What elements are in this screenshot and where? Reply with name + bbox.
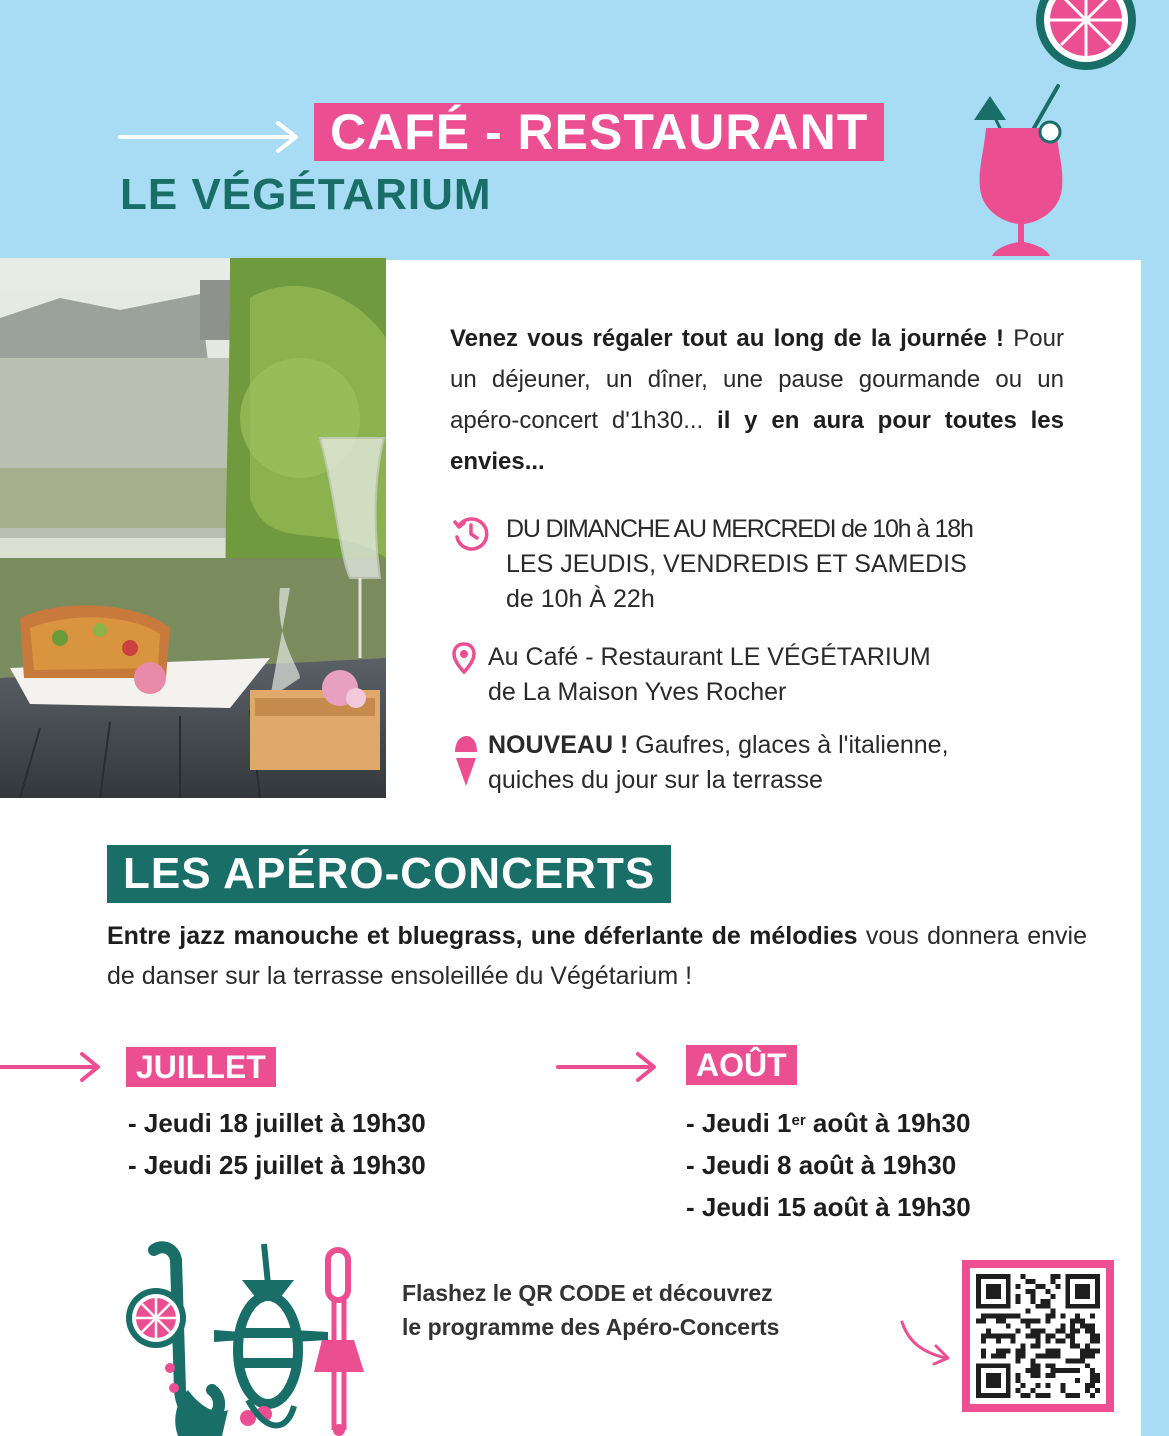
cocktail-glass-icon [966, 82, 1076, 264]
new-offer [452, 728, 949, 798]
qr-line-2: le programme des Apéro-Concerts [402, 1314, 780, 1340]
qr-arrow-icon [898, 1318, 954, 1366]
qr-instructions [402, 1276, 779, 1344]
qr-line-1: Flashez le QR CODE et découvrez [402, 1280, 773, 1306]
right-blue-band [1141, 0, 1169, 1436]
new-line-2: quiches du jour sur la terrasse [488, 766, 823, 794]
intro-bold-1: Venez vous régaler tout au long de la journée ! [450, 325, 1005, 352]
clock-icon [452, 514, 490, 552]
august-arrow-icon [556, 1050, 660, 1084]
location-info [452, 640, 931, 710]
august-date-3: - Jeudi 15 août à 19h30 [686, 1192, 971, 1222]
concerts-description [107, 916, 1087, 996]
august-label: AOÛT [686, 1045, 797, 1085]
august-date-1-sup: er [791, 1112, 806, 1129]
page-title: CAFÉ - RESTAURANT [314, 103, 884, 161]
concerts-text: vous donnera envie de danser sur la terrasse ensoleillée du Végétarium ! [107, 922, 1087, 990]
hours-line-3: de 10h À 22h [506, 585, 655, 613]
terrace-photo [0, 258, 386, 798]
header-arrow-icon [118, 120, 302, 154]
music-instruments-icon [118, 1240, 368, 1436]
august-dates [686, 1102, 971, 1228]
place-line-2: de La Maison Yves Rocher [488, 678, 787, 706]
page-subtitle: LE VÉGÉTARIUM [120, 170, 492, 219]
hours-line-1: DU DIMANCHE AU MERCREDI de 10h à 18h [506, 515, 973, 543]
august-date-2: - Jeudi 8 août à 19h30 [686, 1150, 957, 1180]
hours-line-2: LES JEUDIS, VENDREDIS ET SAMEDIS [506, 550, 967, 578]
august-date-1 [686, 1102, 971, 1144]
new-text-1: Gaufres, glaces à l'italienne, [628, 731, 949, 759]
place-line-1: Au Café - Restaurant LE VÉGÉTARIUM [488, 643, 931, 671]
august-date-1-prefix: - Jeudi 1 [686, 1108, 792, 1138]
august-date-1-suffix: août à 19h30 [805, 1108, 971, 1138]
concerts-bold: Entre jazz manouche et bluegrass, une déferlante de mélodies [107, 922, 858, 950]
intro-paragraph [450, 318, 1064, 482]
location-pin-icon [452, 642, 476, 678]
intro-text-1: Pour un déjeuner, un dîner, une pause gourmande ou un apéro-concert d'1h30... [450, 325, 1064, 434]
qr-code-image [976, 1274, 1100, 1398]
july-dates [128, 1102, 426, 1186]
intro-bold-2: il y en aura pour toutes les envies... [450, 407, 1064, 475]
july-date-1: - Jeudi 18 juillet à 19h30 [128, 1108, 426, 1138]
opening-hours [452, 512, 973, 617]
july-date-2: - Jeudi 25 juillet à 19h30 [128, 1150, 426, 1180]
july-arrow-icon [0, 1050, 104, 1084]
july-label: JUILLET [126, 1047, 276, 1087]
concerts-title: LES APÉRO-CONCERTS [107, 845, 671, 903]
ice-cream-icon [452, 730, 480, 790]
qr-code[interactable] [962, 1260, 1114, 1412]
grapefruit-slice-icon [1034, 0, 1138, 72]
new-bold: NOUVEAU ! [488, 731, 629, 759]
